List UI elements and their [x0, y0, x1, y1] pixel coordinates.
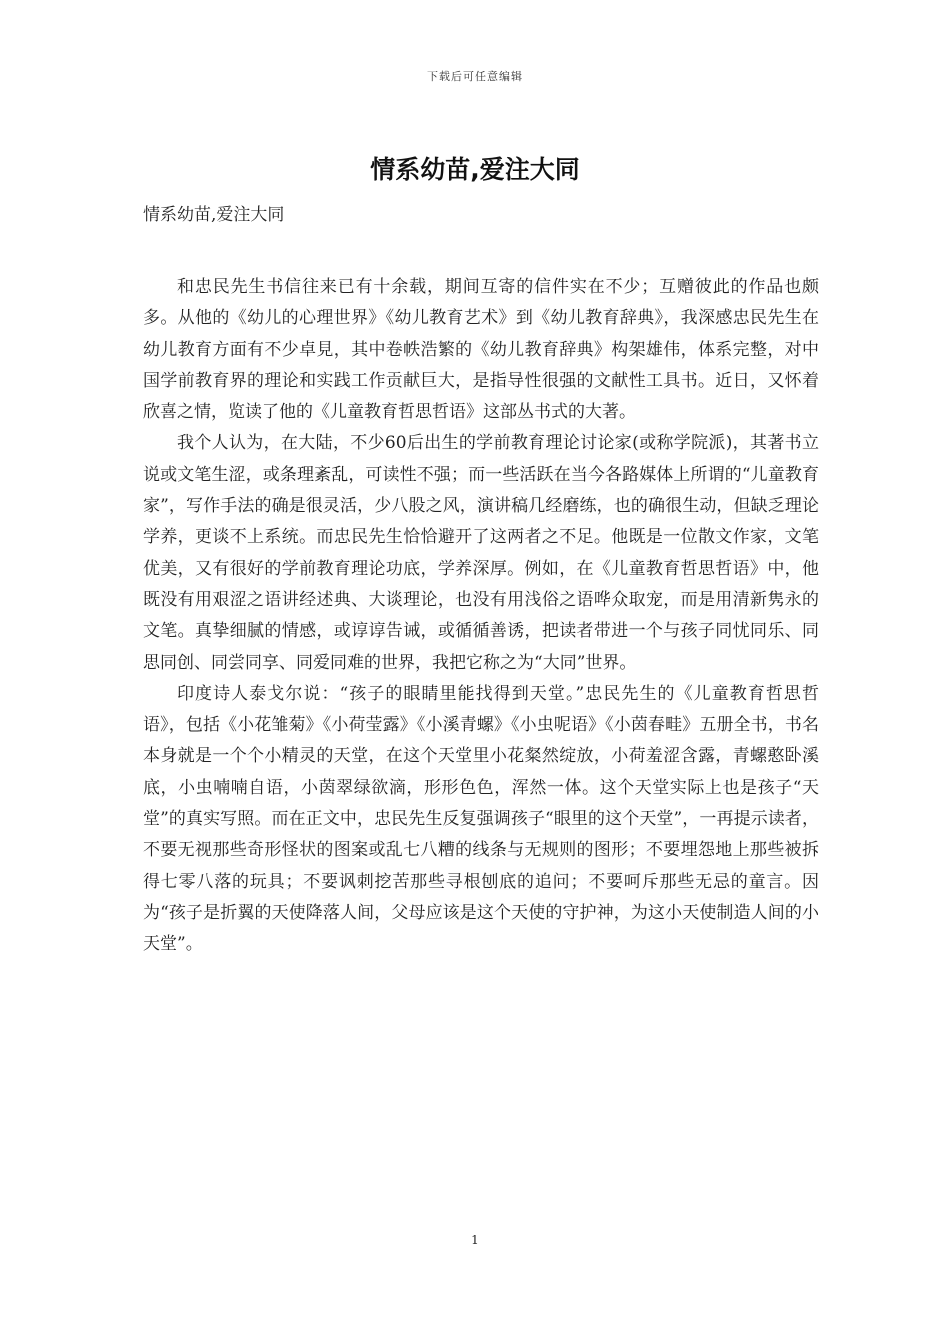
paragraph: 印度诗人泰戈尔说：“孩子的眼睛里能找得到天堂。”忠民先生的《儿童教育哲思哲语》，包括《小花雏菊》《小荷莹露》《小溪青螺》《小虫呢语》《小茵春畦》五册全书，书名本身就是一个个小精灵的天堂，在这个天堂里小花粲然绽放，小荷羞涩含露，青螺憨卧溪底，小虫喃喃自语，小茵翠绿欲滴，形形色色，浑然一体。这个天堂实际上也是孩子“天堂”的真实写照。而在正文中，忠民先生反复强调孩子“眼里的这个天堂”，一再提示读者，不要无视那些奇形怪状的图案或乱七八糟的线条与无规则的图形；不要埋怨地上那些被拆得七零八落的玩具；不要讽刺挖苦那些寻根刨底的追问；不要呵斥那些无忌的童言。因为“孩子是折翼的天使降落人间，父母应该是这个天使的守护神，为这小天使制造人间的小天堂”。 [143, 683, 819, 955]
page-number: 1 [471, 1233, 479, 1247]
header-note: 下载后可任意编辑 [427, 70, 523, 83]
document-title: 情系幼苗,爱注大同 [370, 155, 580, 184]
paragraph: 我个人认为，在大陆，不少60后出生的学前教育理论讨论家(或称学院派)，其著书立说或文笔生涩，或条理紊乱，可读性不强；而一些活跃在当今各路媒体上所谓的“儿童教育家”，写作手法的确是很灵活，少八股之风，演讲稿几经磨练，也的确很生动，但缺乏理论学养，更谈不上系统。而忠民先生恰恰避开了这两者之不足。他既是一位散文作家，文笔优美，又有很好的学前教育理论功底，学养深厚。例如，在《儿童教育哲思哲语》中，他既没有用艰涩之语讲经述典、大谈理论，也没有用浅俗之语哗众取宠，而是用清新隽永的文笔。真挚细腻的情感，或谆谆告诫，或循循善诱，把读者带进一个与孩子同忧同乐、同思同创、同尝同享、同爱同难的世界，我把它称之为“大同”世界。 [143, 433, 819, 673]
document-subtitle: 情系幼苗,爱注大同 [143, 205, 285, 225]
article-body [143, 272, 819, 961]
paragraph: 和忠民先生书信往来已有十余载，期间互寄的信件实在不少；互赠彼此的作品也颇多。从他的《幼儿的心理世界》《幼儿教育艺术》到《幼儿教育辞典》，我深感忠民先生在幼儿教育方面有不少卓見，其中卷帙浩繁的《幼儿教育辞典》构架雄伟，体系完整，对中国学前教育界的理论和实践工作贡献巨大，是指导性很强的文献性工具书。近日，又怀着欣喜之情，览读了他的《儿童教育哲思哲语》这部丛书式的大著。 [143, 277, 819, 423]
